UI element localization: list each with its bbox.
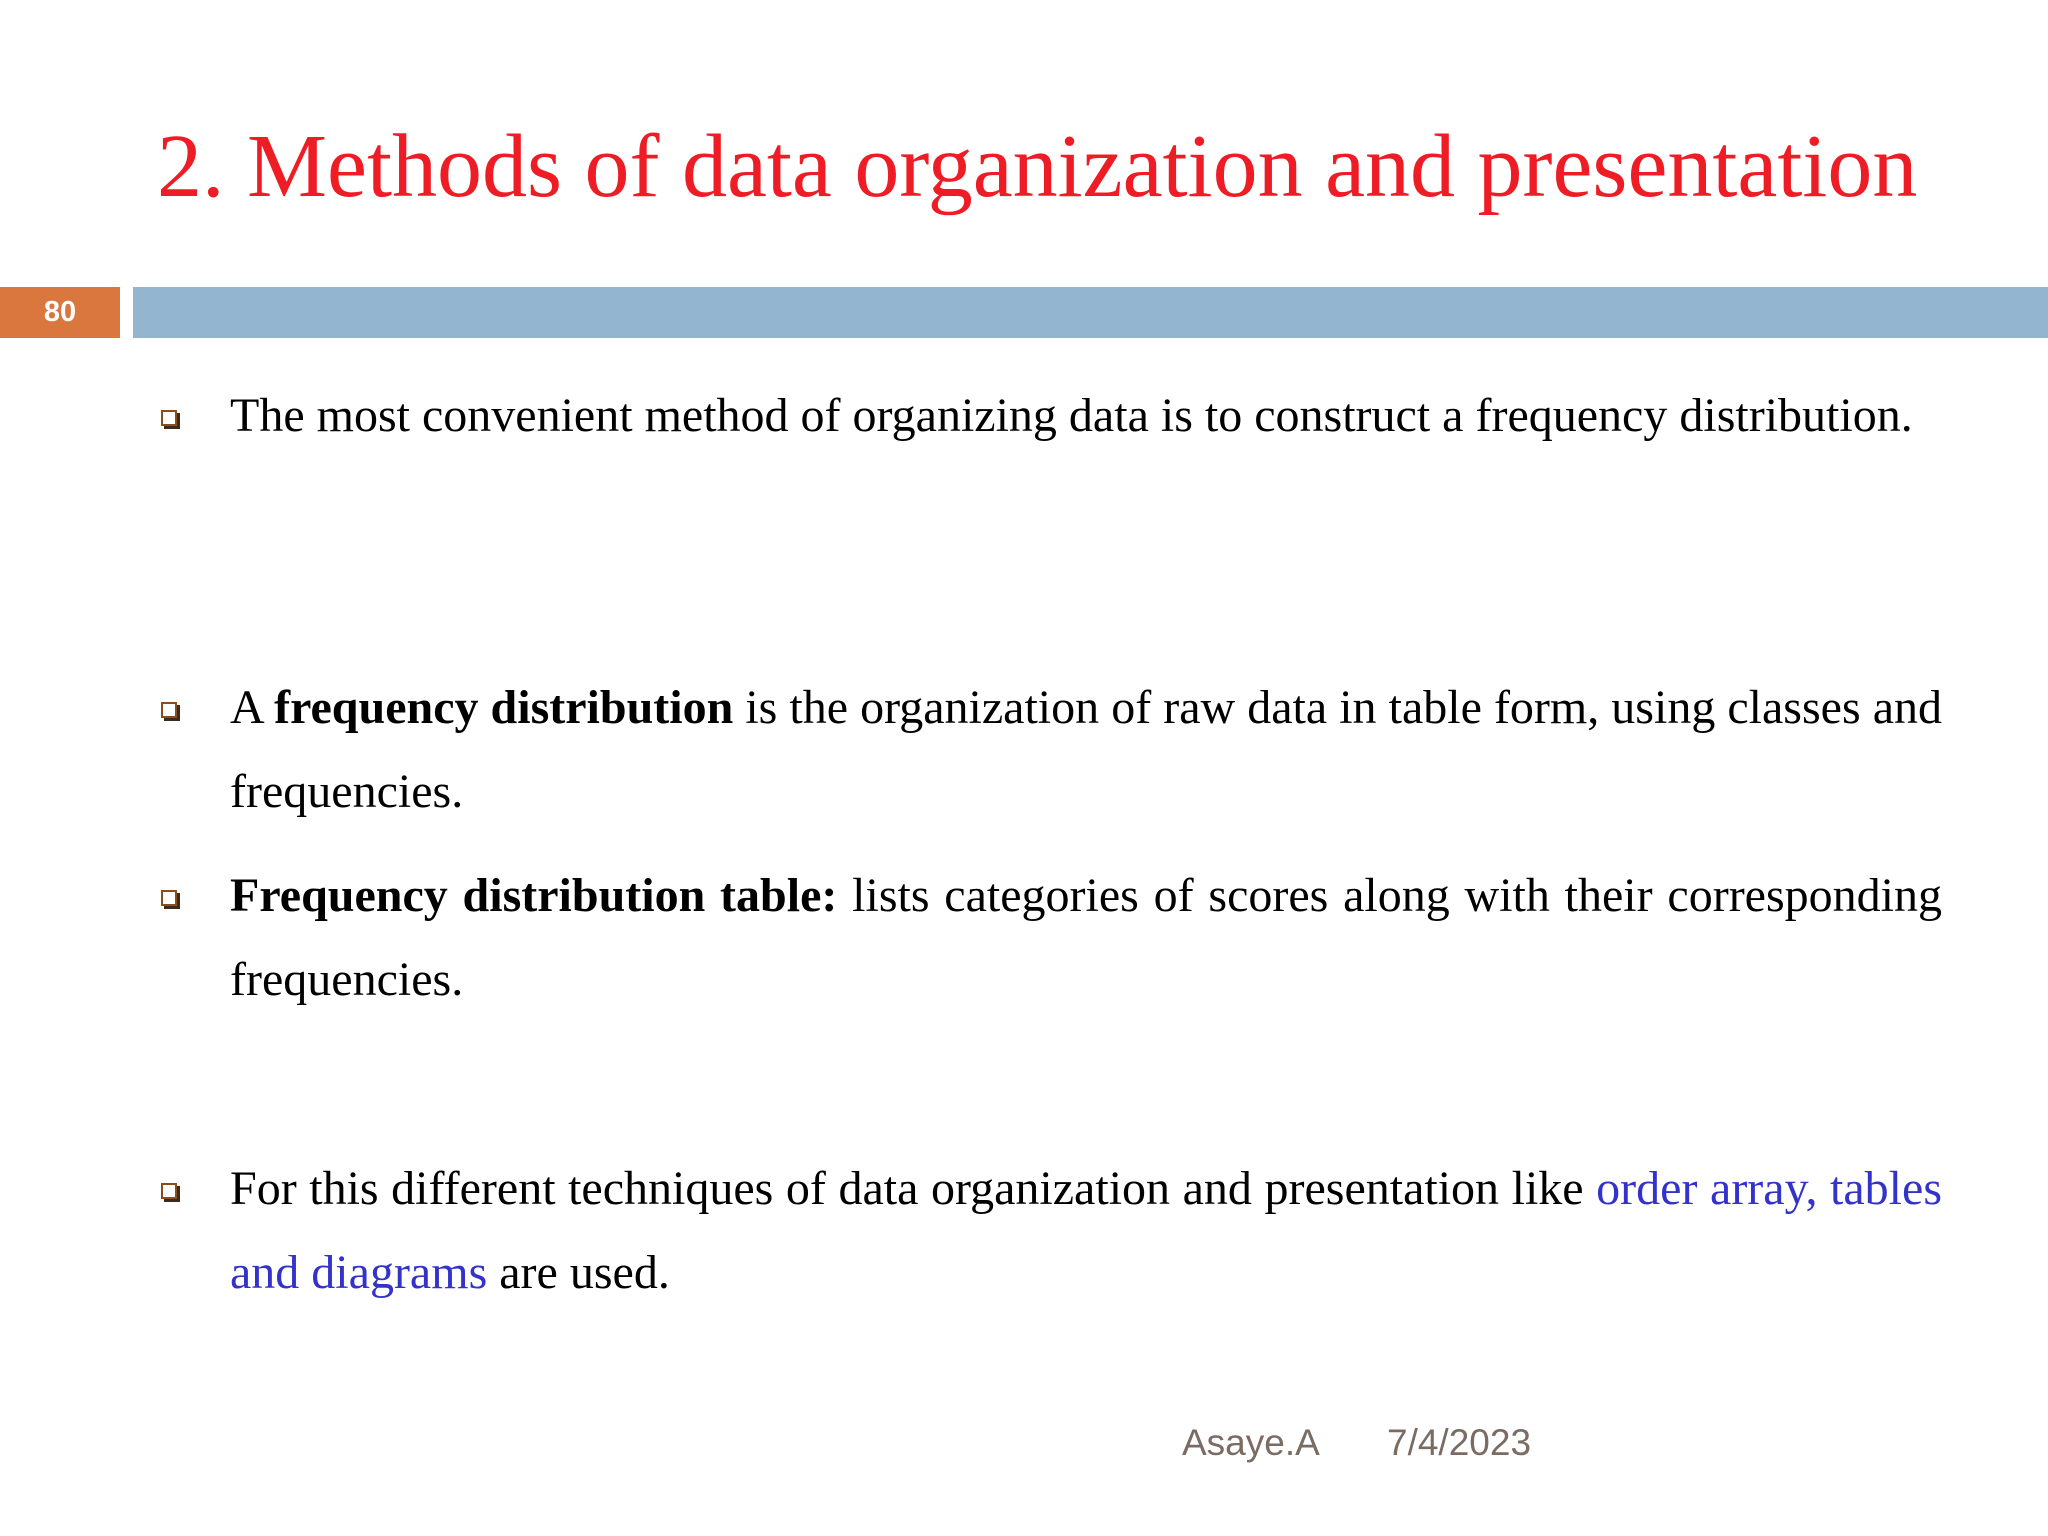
bullet-text: A frequency distribution is the organization of raw data in table form, using classes and frequencies. xyxy=(230,681,1943,818)
square-bullet-icon xyxy=(157,854,230,938)
bullet-text: The most convenient method of organizing data is to construct a frequency distribution. xyxy=(230,389,1913,442)
slide-number-badge: 80 xyxy=(0,287,120,338)
bullet-text: Frequency distribution table: lists categories of scores along with their corresponding frequencies. xyxy=(230,869,1943,1006)
slide-title: 2. Methods of data organization and presentation xyxy=(157,117,1918,216)
bullet-item xyxy=(157,1147,1942,1315)
bullet-item xyxy=(157,374,1942,458)
bold-term: frequency distribution xyxy=(274,681,734,734)
bullet-item xyxy=(157,854,1942,1022)
footer-author: Asaye.A xyxy=(1182,1422,1320,1463)
title-divider-bar xyxy=(133,287,2048,338)
footer-date: 7/4/2023 xyxy=(1387,1422,1532,1463)
square-bullet-icon xyxy=(157,666,230,750)
bullet-text: For this different techniques of data organization and presentation like order array, tables and diagrams are used. xyxy=(230,1162,1942,1299)
square-bullet-icon xyxy=(157,374,230,458)
highlighted-phrase: order array, tables and diagrams xyxy=(230,1162,1942,1299)
bold-term: Frequency distribution table: xyxy=(230,869,838,922)
bullet-item xyxy=(157,666,1942,834)
square-bullet-icon xyxy=(157,1147,230,1231)
